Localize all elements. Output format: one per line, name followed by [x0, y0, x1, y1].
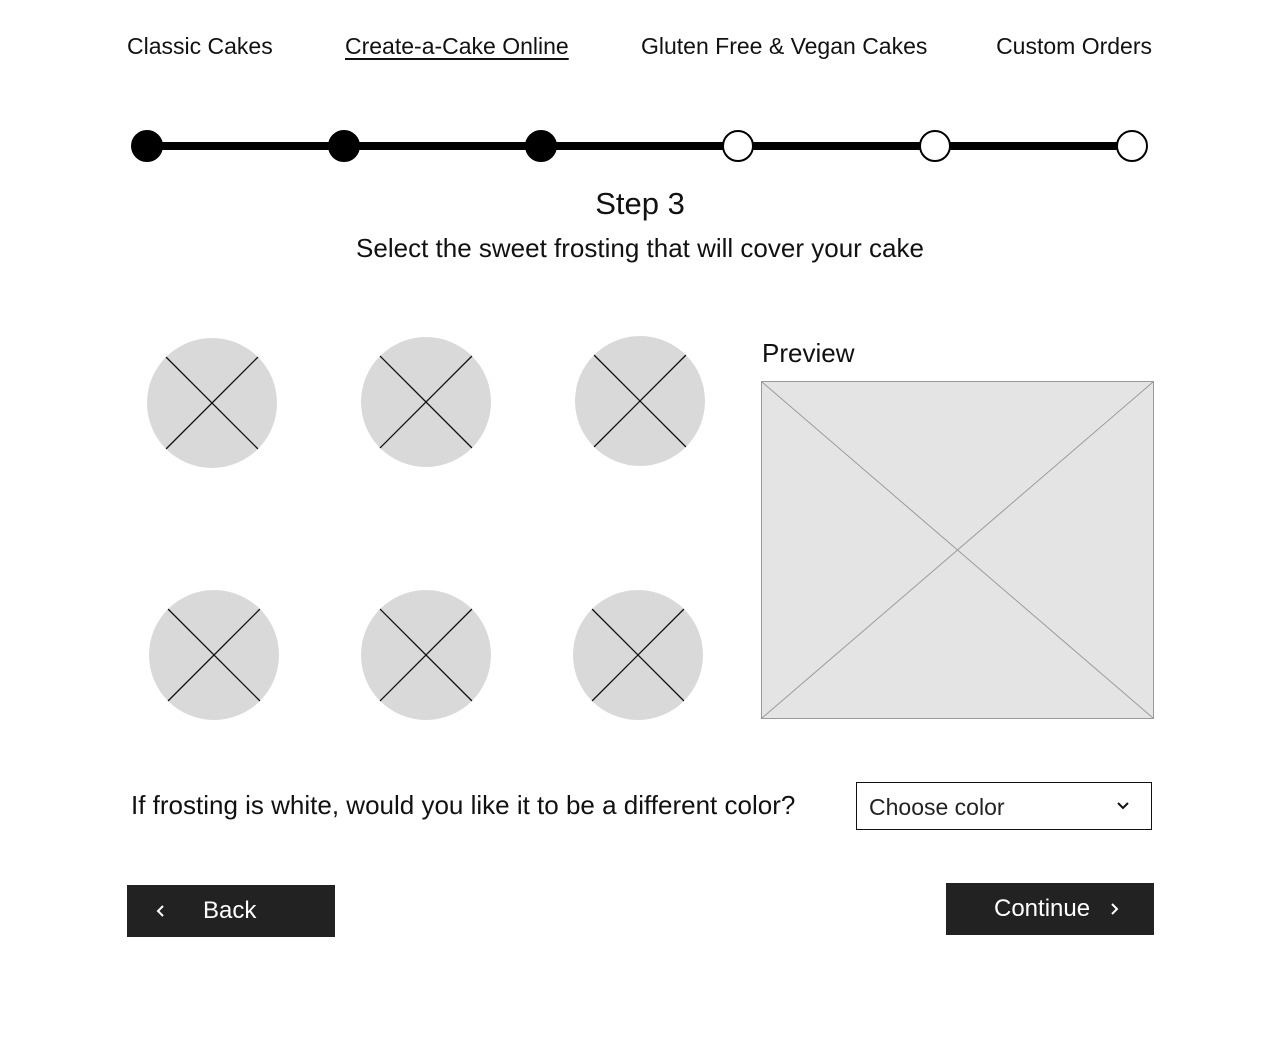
step-title: Step 3 — [595, 186, 685, 221]
progress-step-5 — [919, 130, 951, 162]
cake-preview-image — [761, 381, 1154, 719]
image-placeholder-icon — [361, 337, 491, 467]
image-placeholder-icon — [361, 590, 491, 720]
progress-track — [147, 142, 1133, 150]
continue-button[interactable] — [946, 883, 1154, 935]
progress-step-4 — [722, 130, 754, 162]
main-navigation — [127, 30, 1152, 64]
continue-button-label: Continue — [994, 895, 1091, 922]
chevron-left-icon — [153, 903, 169, 919]
step-progress-bar — [131, 128, 1151, 164]
chevron-down-icon — [1115, 798, 1131, 814]
nav-link-create-a-cake-online[interactable]: Create-a-Cake Online — [345, 33, 569, 59]
progress-step-3 — [525, 130, 557, 162]
step-subtitle: Select the sweet frosting that will cover your cake — [356, 233, 924, 263]
back-button-label: Back — [203, 897, 257, 924]
image-placeholder-icon — [149, 590, 279, 720]
frosting-option-4[interactable] — [149, 590, 279, 720]
progress-step-2 — [328, 130, 360, 162]
image-placeholder-icon — [147, 338, 277, 468]
nav-link-custom-orders[interactable]: Custom Orders — [996, 33, 1152, 59]
image-placeholder-icon — [575, 336, 705, 466]
frosting-color-select[interactable] — [856, 782, 1152, 830]
frosting-option-3[interactable] — [575, 336, 705, 466]
nav-link-gluten-free-vegan-cakes[interactable]: Gluten Free & Vegan Cakes — [641, 33, 928, 59]
frosting-color-select-value: Choose color — [869, 794, 1005, 820]
frosting-option-2[interactable] — [361, 337, 491, 467]
image-placeholder-icon — [762, 382, 1153, 718]
frosting-option-5[interactable] — [361, 590, 491, 720]
progress-step-1 — [131, 130, 163, 162]
back-button[interactable] — [127, 885, 335, 937]
frosting-color-question: If frosting is white, would you like it to be a different color? — [131, 790, 796, 820]
preview-label: Preview — [762, 338, 855, 368]
frosting-option-6[interactable] — [573, 590, 703, 720]
image-placeholder-icon — [573, 590, 703, 720]
nav-link-classic-cakes[interactable]: Classic Cakes — [127, 33, 273, 59]
progress-step-6 — [1116, 130, 1148, 162]
frosting-option-1[interactable] — [147, 338, 277, 468]
chevron-right-icon — [1106, 901, 1122, 917]
